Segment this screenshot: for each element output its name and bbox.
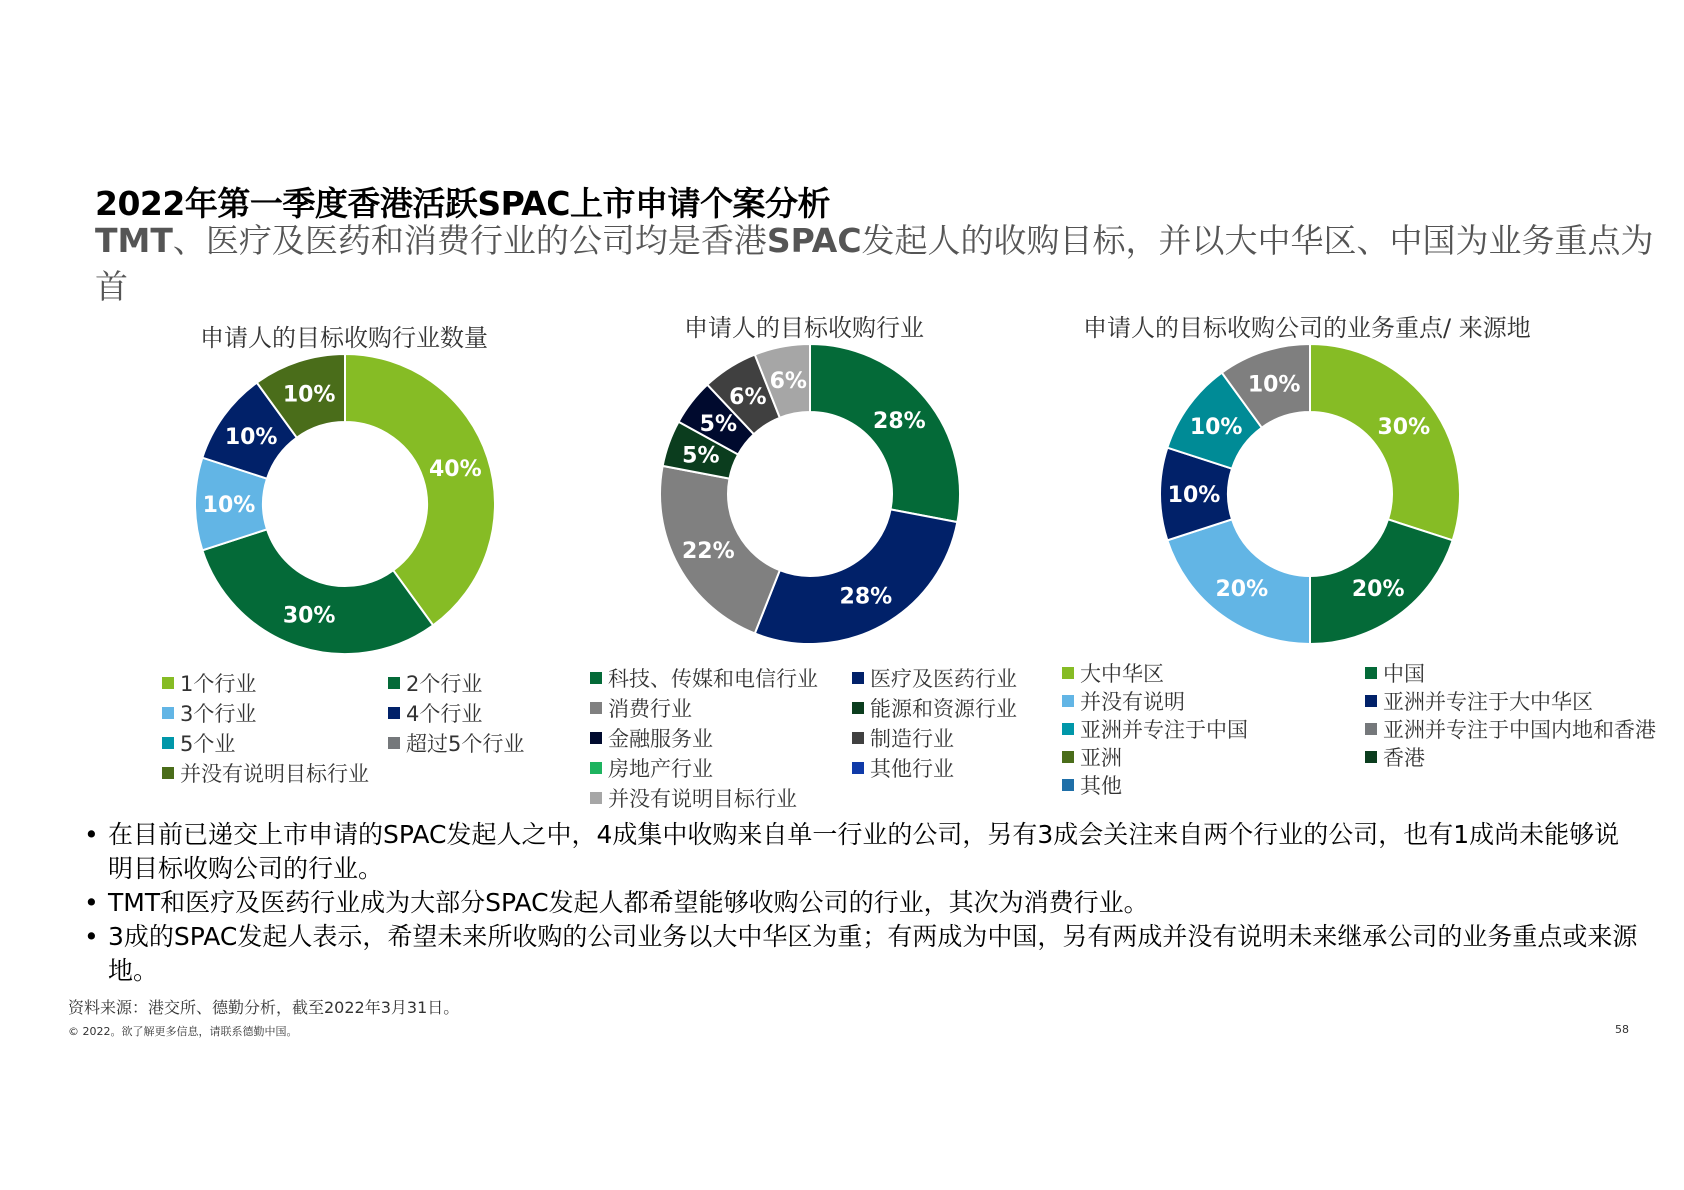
legend-swatch [1062,695,1074,707]
legend-item [162,668,256,698]
subtitle-bold-1: TMT [95,221,173,260]
legend-swatch [162,707,174,719]
chart-1-legend [162,668,562,798]
legend-swatch [852,732,864,744]
donut-data-label: 10% [1189,414,1243,440]
legend-item [852,663,1017,693]
legend-label: 3个行业 [180,702,257,726]
legend-item [388,728,524,758]
donut-data-label: 10% [1247,372,1301,398]
donut-data-label: 10% [282,382,336,408]
donut-data-label: 30% [282,603,336,629]
legend-swatch [1062,667,1074,679]
legend-item [852,693,1017,723]
donut-data-label: 20% [1351,576,1405,602]
chart-2-donut [660,344,960,644]
legend-swatch [162,767,174,779]
legend-swatch [1365,667,1377,679]
legend-label: 亚洲 [1080,746,1122,770]
legend-swatch [388,737,400,749]
donut-data-label: 6% [769,369,807,395]
legend-label: 科技、传媒和电信行业 [608,667,818,691]
donut-data-label: 40% [428,457,482,483]
legend-label: 并没有说明目标行业 [608,787,797,811]
legend-item [162,728,235,758]
legend-swatch [1062,779,1074,791]
legend-label: 中国 [1383,662,1425,686]
donut-data-label: 5% [699,411,738,437]
legend-item [590,723,713,753]
donut-data-label: 10% [224,424,278,450]
legend-swatch [852,762,864,774]
legend-swatch [590,672,602,684]
legend-swatch [1062,751,1074,763]
legend-item [1365,686,1593,716]
donut-data-label: 6% [729,385,767,411]
legend-item [590,663,818,693]
donut-data-label: 28% [839,584,893,610]
chart-3-title: 申请人的目标收购公司的业务重点/ 来源地 [1083,314,1531,342]
legend-item [1062,714,1248,744]
legend-label: 其他行业 [870,757,954,781]
legend-label: 超过5个行业 [406,732,525,756]
legend-item [162,758,369,788]
legend-label: 亚洲并专注于中国 [1080,718,1248,742]
legend-swatch [590,732,602,744]
legend-label: 其他 [1080,774,1122,798]
legend-label: 制造行业 [870,727,954,751]
legend-item [590,753,713,783]
legend-swatch [162,737,174,749]
legend-item [852,723,954,753]
legend-swatch [590,762,602,774]
legend-label: 4个行业 [406,702,483,726]
legend-item [1062,770,1122,800]
chart-1-title: 申请人的目标收购行业数量 [200,324,488,352]
legend-swatch [162,677,174,689]
legend-label: 大中华区 [1080,662,1164,686]
donut-data-label: 10% [202,493,256,518]
legend-item [162,698,256,728]
legend-item [1062,658,1164,688]
donut-data-label: 22% [682,538,735,564]
legend-item [590,693,692,723]
subtitle-part-2: 发起人的收购目标，并以大中华区、中国为业务重点为首 [95,221,1654,306]
legend-item [388,698,482,728]
chart-1-donut [195,354,495,654]
chart-3-donut [1160,344,1460,644]
legend-swatch [852,702,864,714]
subtitle-part-1: 、医疗及医药和消费行业的公司均是香港 [172,221,767,260]
donut-slice [755,509,958,644]
page-number: 58 [1615,1023,1629,1036]
legend-swatch [590,702,602,714]
legend-label: 医疗及医药行业 [870,667,1017,691]
bullet-item: • 3成的SPAC发起人表示，希望未来所收购的公司业务以大中华区为重；有两成为中国，另有两成并没有说明未来继承公司的业务重点或来源地。 [80,920,1640,988]
bullet-item: • 在目前已递交上市申请的SPAC发起人之中，4成集中收购来自单一行业的公司，另有3成会关注来自两个行业的公司，也有1成尚未能够说明目标收购公司的行业。 [80,818,1640,886]
legend-swatch [590,792,602,804]
legend-label: 香港 [1383,746,1425,770]
legend-swatch [1365,751,1377,763]
donut-slice [202,529,433,654]
donut-data-label: 10% [1167,483,1221,508]
chart-2-title: 申请人的目标收购行业 [684,314,924,342]
legend-label: 亚洲并专注于大中华区 [1383,690,1593,714]
legend-swatch [1365,695,1377,707]
legend-label: 并没有说明目标行业 [180,762,369,786]
legend-label: 1个行业 [180,672,257,696]
donut-data-label: 20% [1215,576,1269,602]
donut-data-label: 28% [873,409,926,435]
legend-label: 能源和资源行业 [870,697,1017,721]
bullet-list [80,818,1640,988]
legend-swatch [1365,723,1377,735]
legend-label: 并没有说明 [1080,690,1185,714]
donut-slice [1310,344,1460,540]
legend-label: 房地产行业 [608,757,713,781]
copyright: © 2022。欲了解更多信息，请联系德勤中国。 [68,1025,298,1038]
legend-swatch [388,707,400,719]
source-note: 资料来源：港交所、德勤分析，截至2022年3月31日。 [68,998,460,1017]
donut-data-label: 30% [1377,414,1431,440]
legend-label: 金融服务业 [608,727,713,751]
page-title: 2022年第一季度香港活跃SPAC上市申请个案分析 [95,184,831,223]
legend-item [1365,714,1656,744]
legend-swatch [388,677,400,689]
donut-data-label: 5% [682,443,720,469]
legend-item [1365,742,1425,772]
legend-label: 亚洲并专注于中国内地和香港 [1383,718,1656,742]
legend-item [852,753,954,783]
legend-item [388,668,482,698]
legend-label: 5个业 [180,732,236,756]
page-subtitle [95,218,1675,310]
chart-3-legend [1062,658,1672,808]
legend-item [1365,658,1425,688]
subtitle-bold-2: SPAC [766,221,862,260]
legend-label: 消费行业 [608,697,692,721]
legend-item [1062,742,1122,772]
bullet-item: • TMT和医疗及医药行业成为大部分SPAC发起人都希望能够收购公司的行业，其次为消费行业。 [80,886,1640,920]
legend-swatch [852,672,864,684]
legend-item [590,783,797,813]
legend-item [1062,686,1185,716]
legend-label: 2个行业 [406,672,483,696]
legend-swatch [1062,723,1074,735]
chart-2-legend [590,663,1060,813]
